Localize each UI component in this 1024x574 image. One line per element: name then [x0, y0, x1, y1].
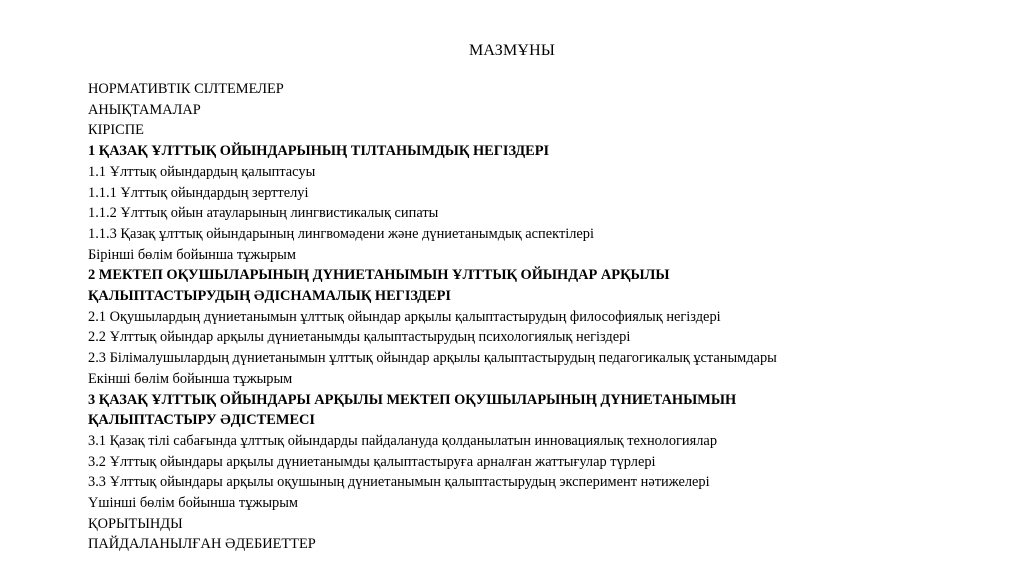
toc-entry: НОРМАТИВТІК СІЛТЕМЕЛЕР	[88, 81, 284, 97]
toc-entry: 3.3 Ұлттық ойындары арқылы оқушының дүниетанымын қалыптастырудың эксперимент нәтижелері	[88, 474, 710, 491]
toc-entry: 3.1 Қазақ тілі сабағында ұлттық ойындарды пайдалануда қолданылатын инновациялық технологиялар	[88, 432, 718, 449]
toc-entry: 2 МЕКТЕП ОҚУШЫЛАРЫНЫҢ ДҮНИЕТАНЫМЫН ҰЛТТЫҚ ОЙЫНДАР АРҚЫЛЫ	[88, 267, 670, 284]
toc-entry: Үшінші бөлім бойынша тұжырым	[88, 495, 298, 512]
toc-entry: 3 ҚАЗАҚ ҰЛТТЫҚ ОЙЫНДАРЫ АРҚЫЛЫ МЕКТЕП ОҚУШЫЛАРЫНЫҢ ДҮНИЕТАНЫМЫН	[88, 391, 737, 408]
toc-entry: 1.1 Ұлттық ойындардың қалыптасуы	[88, 163, 316, 180]
toc-entry: 2.1 Оқушылардың дүниетанымын ұлттық ойындар арқылы қалыптастырудың философиялық негіздері	[88, 308, 721, 325]
toc-entry: 1.1.3 Қазақ ұлттық ойындарының лингвомәдени және дүниетанымдық аспектілері	[88, 225, 594, 242]
toc-entry: 3.2 Ұлттық ойындары арқылы дүниетанымды қалыптастыруға арналған жаттығулар түрлері	[88, 453, 656, 470]
toc-entry: 2.3 Білімалушылардың дүниетанымын ұлттық ойындар арқылы қалыптастырудың педагогикалық ұстанымдары	[88, 350, 777, 367]
page-title: МАЗМҰНЫ	[468, 42, 556, 59]
toc-entry: АНЫҚТАМАЛАР	[88, 101, 201, 118]
toc-entry: 2.2 Ұлттық ойындар арқылы дүниетанымды қалыптастырудың психологиялық негіздері	[88, 329, 631, 346]
toc-entry: ҚОРЫТЫНДЫ	[88, 515, 183, 532]
toc-entry: 1 ҚАЗАҚ ҰЛТТЫҚ ОЙЫНДАРЫНЫҢ ТІЛТАНЫМДЫҚ НЕГІЗДЕРІ	[88, 143, 550, 160]
toc-entry: 1.1.1 Ұлттық ойындардың зерттелуі	[88, 184, 309, 201]
toc-entry: Екінші бөлім бойынша тұжырым	[88, 370, 293, 387]
toc-entry: КІРІСПЕ	[88, 122, 144, 139]
toc-entry: ҚАЛЫПТАСТЫРУ ӘДІСТЕМЕСІ	[88, 412, 316, 429]
toc-entry: ПАЙДАЛАНЫЛҒАН ӘДЕБИЕТТЕР	[88, 536, 316, 553]
toc-entry: ҚАЛЫПТАСТЫРУДЫҢ ӘДІСНАМАЛЫҚ НЕГІЗДЕРІ	[88, 288, 452, 305]
toc-entry: 1.1.2 Ұлттық ойын атауларының лингвистикалық сипаты	[88, 205, 439, 222]
table-of-contents	[88, 79, 938, 555]
toc-entry: Бірінші бөлім бойынша тұжырым	[88, 246, 296, 263]
